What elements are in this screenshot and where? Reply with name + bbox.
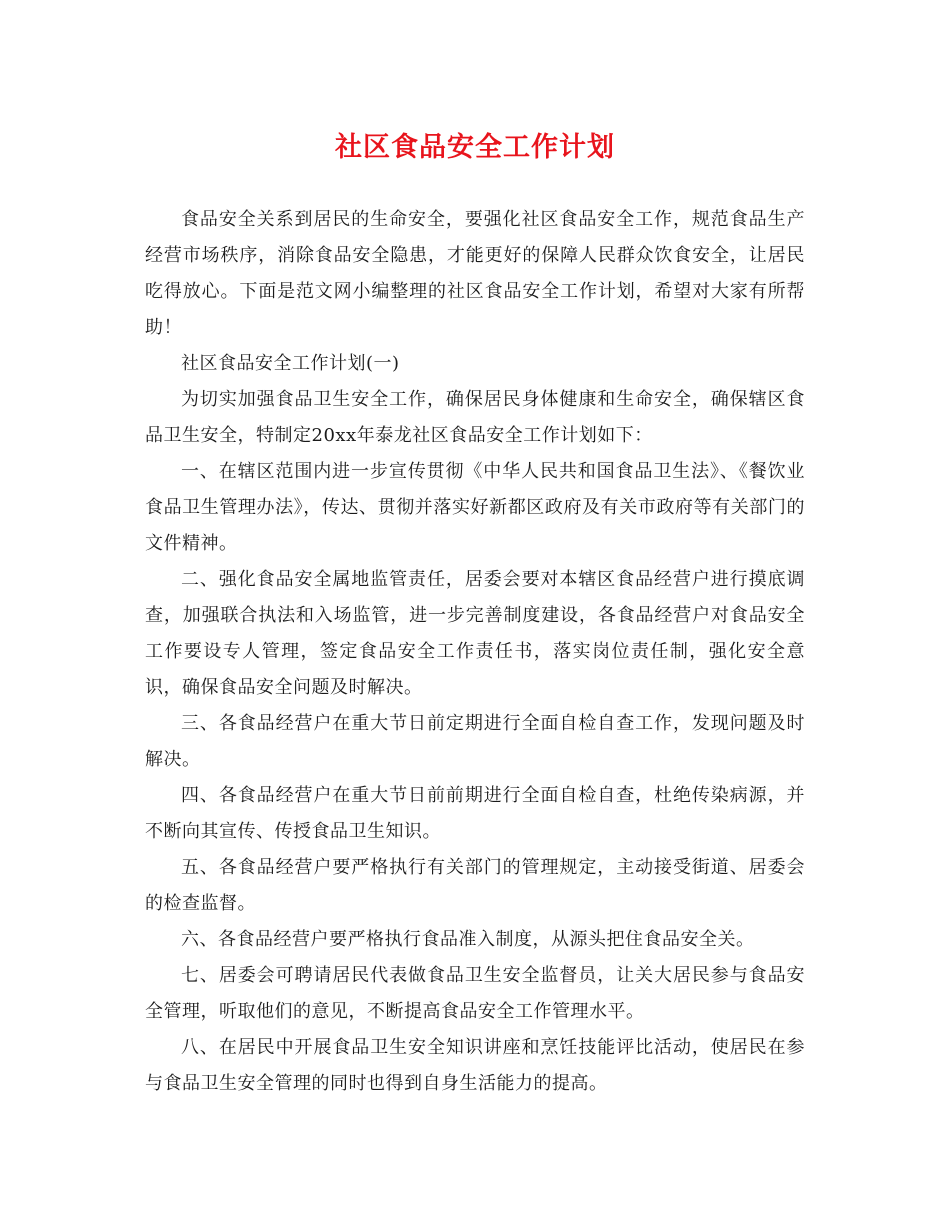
document-title: 社区食品安全工作计划 <box>335 132 615 163</box>
item-paragraph-8: 八、在居民中开展食品卫生安全知识讲座和烹饪技能评比活动，使居民在参与食品卫生安全管理的同时也得到自身生活能力的提高。 <box>145 1037 805 1094</box>
item-paragraph-4: 四、各食品经营户在重大节日前前期进行全面自检自查，杜绝传染病源，并不断向其宣传、传授食品卫生知识。 <box>145 785 805 842</box>
preface-paragraph: 为切实加强食品卫生安全工作，确保居民身体健康和生命安全，确保辖区食品卫生安全，特制定20xx年泰龙社区食品安全工作计划如下： <box>145 389 805 446</box>
item-paragraph-1: 一、在辖区范围内进一步宣传贯彻《中华人民共和国食品卫生法》、《餐饮业食品卫生管理办法》，传达、贯彻并落实好新都区政府及有关市政府等有关部门的文件精神。 <box>145 461 805 554</box>
intro-paragraph: 食品安全关系到居民的生命安全，要强化社区食品安全工作，规范食品生产经营市场秩序，消除食品安全隐患，才能更好的保障人民群众饮食安全，让居民吃得放心。下面是范文网小编整理的社区食品安全工作计划，希望对大家有所帮助！ <box>145 209 805 338</box>
item-paragraph-6: 六、各食品经营户要严格执行食品准入制度，从源头把住食品安全关。 <box>181 929 755 950</box>
item-paragraph-3: 三、各食品经营户在重大节日前定期进行全面自检自查工作，发现问题及时解决。 <box>145 713 805 770</box>
document-body <box>145 202 805 1102</box>
item-paragraph-5: 五、各食品经营户要严格执行有关部门的管理规定，主动接受街道、居委会的检查监督。 <box>145 857 805 914</box>
section-heading: 社区食品安全工作计划(一) <box>181 353 400 374</box>
item-paragraph-2: 二、强化食品安全属地监管责任，居委会要对本辖区食品经营户进行摸底调查，加强联合执法和入场监管，进一步完善制度建设，各食品经营户对食品安全工作要设专人管理，签定食品安全工作责任书，落实岗位责任制，强化安全意识，确保食品安全问题及时解决。 <box>145 569 805 698</box>
item-paragraph-7: 七、居委会可聘请居民代表做食品卫生安全监督员，让关大居民参与食品安全管理，听取他们的意见，不断提高食品安全工作管理水平。 <box>145 965 805 1022</box>
